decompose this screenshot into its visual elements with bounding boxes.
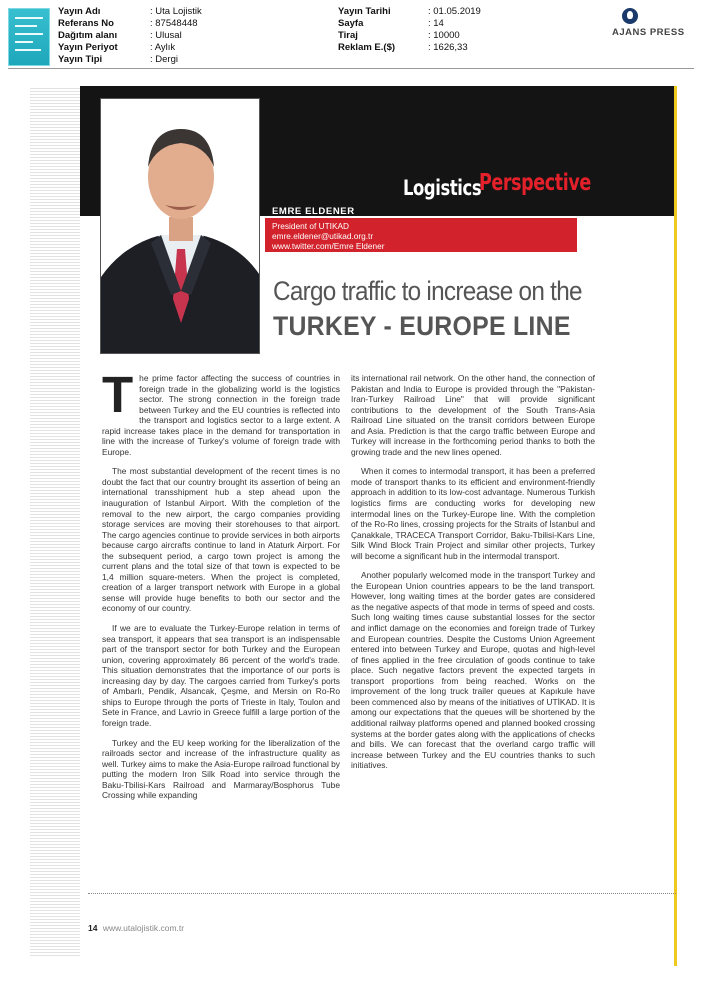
page-number: 14 <box>88 923 98 933</box>
clipping-thumbnail <box>8 8 50 66</box>
meta-row-period: Yayın Periyot : Aylık <box>58 42 176 53</box>
page-footer <box>88 923 184 933</box>
clipping-meta-right <box>338 6 481 54</box>
clipping-meta-left <box>58 6 202 66</box>
headline-line-2: TURKEY - EUROPE LINE <box>273 311 571 341</box>
article-column-left <box>102 366 340 810</box>
author-name: EMRE ELDENER <box>272 206 355 217</box>
meta-row-publication: Yayın Adı : Uta Lojistik <box>58 6 202 17</box>
section-title-logistics: Logistics <box>403 176 482 200</box>
article-paragraph: If we are to evaluate the Turkey-Europe relation in terms of sea transport, it appears that sea transport is an indispensable part of the transport sector for both Turkey and the European union, covering approximately 86 percent of the world's trade. This situation demonstrates that the importance of our ports is increasing day by day. The cargoes carried from Turkey's ports of Ambarlı, Pendik, Alsancak, Çeşme, and Mersin on Ro-Ro ships to Europe through the ports of Trieste in Italy, Toulon and Sete in France, and Lavrio in Greece fulfill a large portion of the foreign trade. <box>102 623 340 728</box>
author-title: President of UTIKAD <box>272 221 350 231</box>
article-paragraph: Another popularly welcomed mode in the transport Turkey and the European Union countries appears to be the land transport. However, long waiting times at the border gates are considered as the negative aspects of that mode in terms of speed and costs. Such long waiting times cause substantial losses for the sector and inflict damage on the economies and foreign trade of Turkey and European countries. Despite the Customs Union Agreement entered into between Turkey and Europe, quotas and high-level of fines applied in the free circulation of goods continue to take place. Such negative factors prevent the expected targets in transport proportions from being reached. Works on the improvement of the long truck trailer queues at Kapıkule have been commenced also by means of the initiatives of UTİKAD. It is among our expectations that the queues will be shortened by the additional railway platforms opened and planned booked crossing systems at the border gates along with the applications of checks and bills. We can forecast that the overland cargo traffic will increase between Turkey and the EU countries thanks to such initiatives. <box>351 570 595 771</box>
author-email: emre.eldener@utikad.org.tr <box>272 231 374 241</box>
meta-row-distribution: Dağıtım alanı : Ulusal <box>58 30 182 41</box>
drop-cap: T <box>102 366 134 423</box>
article-column-right <box>351 373 595 780</box>
meta-row-reference: Referans No : 87548448 <box>58 18 198 29</box>
header-divider <box>8 68 694 69</box>
decorative-stripes <box>30 86 80 956</box>
author-photo <box>100 98 260 354</box>
author-twitter: www.twitter.com/Emre Eldener <box>272 241 385 251</box>
article-paragraph: The most substantial development of the recent times is no doubt the fact that our country brought its assertion of being an international transshipment hub a step ahead upon the inauguration of Istanbul Airport. With the completion of the removal to the new airport, the cargo companies providing storage services are moving their storehouses to that airport. The cargo agencies continue to provide services in both airports because cargo aircrafts continue to land in Ataturk Airport. For the subsequent period, a cargo town project is among the current plans and the total size of that town is expected to be 1,4 million square-meters. When the project is completed, creation of a larger transport network with Europe in a global sense will provide huge benefits to both our sector and the economy of our country. <box>102 466 340 614</box>
decorative-right-bar <box>674 86 677 966</box>
author-portrait-illustration <box>101 99 260 354</box>
footer-divider <box>88 893 676 894</box>
article-paragraph: When it comes to intermodal transport, it has been a preferred mode of transport thanks to its efficient and environment-friendly approach in addition to its low-cost advantage. Numerous Turkish logistics firms are conducting works for developing new intermodal lines on the Turkey-Europe line. With the completion of the Ro-Ro lines, crossing projects for the Straits of İstanbul and Çanakkale, TRACECA Transport Corridor, Baku-Tbilisi-Kars Line, Silk Wind Block Train Project and similar other projects, Turkey will become a significant hub in the intermodal transport. <box>351 466 595 561</box>
meta-row-circulation: Tiraj : 10000 <box>338 30 460 41</box>
meta-row-ad-value: Reklam E.($) : 1626,33 <box>338 42 468 53</box>
author-info <box>272 221 385 251</box>
footer-url: www.utalojistik.com.tr <box>102 923 185 933</box>
article-paragraph: Turkey and the EU keep working for the liberalization of the railroads sector and increase of the infrastructure quality as well. Turkey aims to make the Asia-Europe railroad functional by putting the modern Iron Silk Road into service through the Baku-Tbilisi-Kars Railroad and Marmaray/Bosphorus Tube Crossing while expanding <box>102 737 340 801</box>
headline-line-1: Cargo traffic to increase on the <box>273 276 582 306</box>
article-paragraph: The prime factor affecting the success of countries in foreign trade in the globalizing world is the logistics sector. The strong connection in the foreign trade between Turkey and the EU countries is reflected into the transport and logistics sector to a large extent. A rapid increase takes place in the demand for transportation in line with the increase of Turkey's volume of foreign trade with Europe. <box>102 366 340 457</box>
section-title-perspective: Perspective <box>479 170 591 196</box>
meta-row-page: Sayfa : 14 <box>338 18 444 29</box>
ajans-press-logo: AJANS PRESS <box>612 8 698 38</box>
meta-row-date: Yayın Tarihi : 01.05.2019 <box>338 6 481 17</box>
article-paragraph: its international rail network. On the other hand, the connection of Pakistan and India to Europe is provided through the "Pakistan-Iran-Turkey Railroad Line" that will provide significant contributions to the development of the South Trans-Asia Railroad Line situated on the transit corridors between Europe and Asia. Prediction is that the cargo traffic between Europe and Turkey will increase in the forthcoming period thanks to both the growing trade and the new lines opened. <box>351 373 595 457</box>
ajans-press-logo-icon <box>622 8 638 24</box>
meta-row-type: Yayın Tipi : Dergi <box>58 54 178 65</box>
